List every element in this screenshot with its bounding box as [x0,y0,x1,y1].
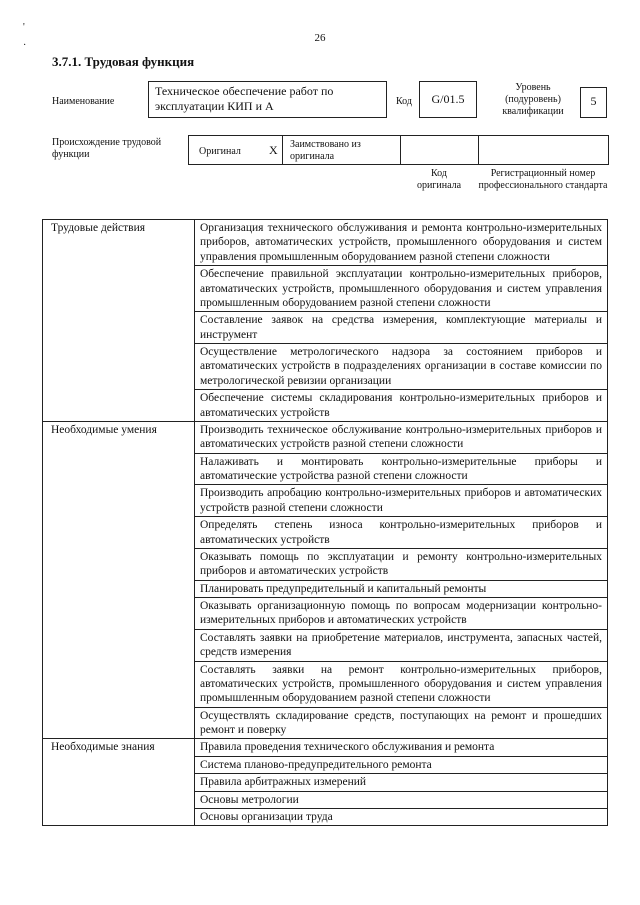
table-row [43,220,608,266]
section-name: Трудовые действия [43,220,195,422]
section-item: Организация технического обслуживания и ремонта контрольно-измерительных приборов, автоматических устройств, промышленного оборудования и систем управления промышленным оборудованием разной степени сложности [195,220,608,266]
code-label: Код [396,96,412,107]
name-value: Техническое обеспечение работ по эксплуатации КИП и А [155,84,334,113]
code-original-label: Код оригинала [416,168,462,191]
table-row [43,421,608,453]
level-label: Уровень (подуровень) квалификации [502,82,564,117]
section-item: Обеспечение правильной эксплуатации контрольно-измерительных приборов, автоматических устройств, промышленного оборудования и систем управления промышленным оборудованием разной степени сложности [195,266,608,312]
section-item: Осуществление метрологического надзора за состоянием приборов и автоматических устройств в подразделениях организации в составе комиссии по метрологической ревизии организации [195,344,608,390]
labor-function-table [42,219,608,826]
section-item: Осуществлять складирование средств, поступающих на ремонт и прошедших ремонт и поверку [195,707,608,739]
section-item: Система планово-предупредительного ремонта [195,756,608,773]
level-value-box [580,87,607,118]
section-item: Составлять заявки на ремонт контрольно-измерительных приборов, автоматических устройств, промышленного оборудования и систем управления промышленным оборудованием разной степени сложности [195,661,608,707]
section-item: Правила проведения технического обслуживания и ремонта [195,739,608,756]
code-value-box [419,81,477,118]
origin-row [188,135,609,165]
page-number: 26 [314,32,326,44]
section-item: Производить техническое обслуживание контрольно-измерительных приборов и автоматических устройств разной степени сложности [195,421,608,453]
name-value-box [148,81,387,118]
section-item: Основы организации труда [195,808,608,825]
table-row [43,739,608,756]
section-item: Правила арбитражных измерений [195,774,608,791]
margin-mark: · [23,40,27,51]
margin-mark: ' [23,22,25,33]
original-label: Оригинал [199,146,241,157]
section-item: Оказывать помощь по эксплуатации и ремонту контрольно-измерительных приборов и автоматических устройств [195,548,608,580]
origin-label: Происхождение трудовой функции [52,137,162,160]
section-item: Производить апробацию контрольно-измерительных приборов и автоматических устройств разной степени сложности [195,485,608,517]
section-item: Оказывать организационную помощь по вопросам модернизации контрольно-измерительных приборов и автоматических устройств [195,598,608,630]
section-item: Определять степень износа контрольно-измерительных приборов и автоматических устройств [195,517,608,549]
name-label: Наименование [52,96,115,107]
code-value: G/01.5 [431,92,465,106]
section-item: Основы метрологии [195,791,608,808]
section-name: Необходимые умения [43,421,195,739]
section-title: 3.7.1. Трудовая функция [52,54,195,69]
section-item: Планировать предупредительный и капитальный ремонты [195,580,608,597]
level-value: 5 [590,94,597,108]
section-item: Составление заявок на средства измерения, комплектующие материалы и инструмент [195,312,608,344]
section-item: Обеспечение системы складирования контрольно-измерительных приборов и автоматических устройств [195,390,608,422]
original-mark: X [269,143,278,157]
reg-number-label: Регистрационный номер профессионального стандарта [478,168,608,191]
section-item: Налаживать и монтировать контрольно-измерительные приборы и автоматические устройства разной степени сложности [195,453,608,485]
borrowed-label: Заимствовано из оригинала [290,139,361,162]
section-item: Составлять заявки на приобретение материалов, инструмента, запасных частей, средств измерения [195,629,608,661]
section-name: Необходимые знания [43,739,195,826]
